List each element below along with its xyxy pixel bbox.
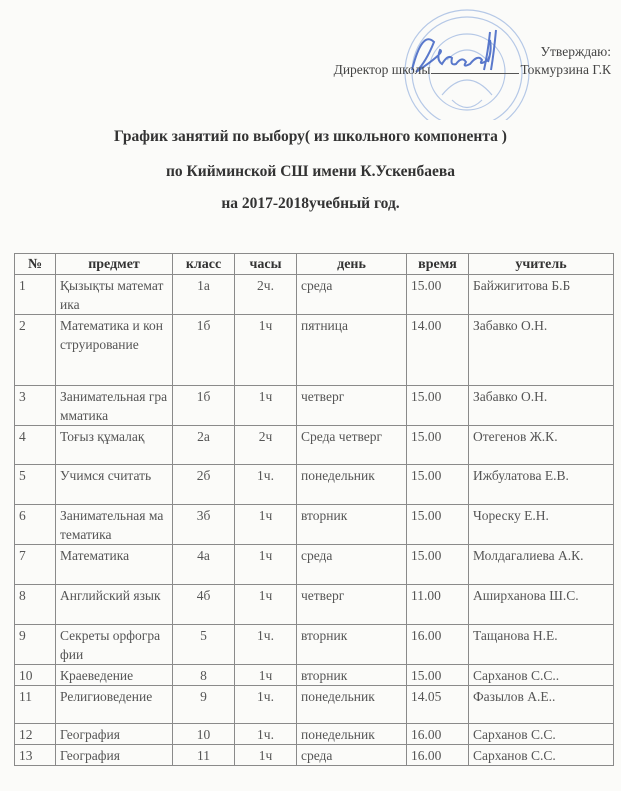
- title-line-2: по Кийминской СШ имени К.Ускенбаева: [166, 163, 455, 180]
- table-row: [15, 665, 614, 686]
- time-cell: 16.00: [407, 745, 469, 766]
- hours-cell: 2ч: [235, 426, 297, 465]
- row-number: 10: [15, 665, 56, 686]
- day-cell: среда: [297, 275, 407, 315]
- class-cell: 11: [173, 745, 235, 766]
- header-teacher: учитель: [469, 254, 614, 275]
- table-row: [15, 585, 614, 625]
- row-number: 2: [15, 315, 56, 386]
- teacher-cell: Забавко О.Н.: [469, 315, 614, 386]
- header-time: время: [407, 254, 469, 275]
- subject-cell: Қызықты математика: [56, 275, 173, 315]
- time-cell: 14.05: [407, 686, 469, 724]
- subject-cell: Английский язык: [56, 585, 173, 625]
- hours-cell: 1ч: [235, 545, 297, 585]
- day-cell: пятница: [297, 315, 407, 386]
- row-number: 11: [15, 686, 56, 724]
- hours-cell: 1ч.: [235, 625, 297, 665]
- hours-cell: 1ч.: [235, 686, 297, 724]
- day-cell: Среда четверг: [297, 426, 407, 465]
- hours-cell: 1ч: [235, 315, 297, 386]
- time-cell: 15.00: [407, 275, 469, 315]
- subject-cell: Занимательная грамматика: [56, 386, 173, 426]
- row-number: 5: [15, 465, 56, 505]
- teacher-cell: Ижбулатова Е.В.: [469, 465, 614, 505]
- time-cell: 14.00: [407, 315, 469, 386]
- subject-cell: География: [56, 745, 173, 766]
- class-cell: 8: [173, 665, 235, 686]
- hours-cell: 1ч: [235, 585, 297, 625]
- row-number: 4: [15, 426, 56, 465]
- table-row: [15, 426, 614, 465]
- day-cell: вторник: [297, 625, 407, 665]
- teacher-cell: Чореску Е.Н.: [469, 505, 614, 545]
- subject-cell: Математика: [56, 545, 173, 585]
- row-number: 1: [15, 275, 56, 315]
- time-cell: 11.00: [407, 585, 469, 625]
- header-day: день: [297, 254, 407, 275]
- approve-label: Утверждаю:: [540, 44, 611, 59]
- director-line: [334, 61, 611, 79]
- class-cell: 2б: [173, 465, 235, 505]
- day-cell: понедельник: [297, 724, 407, 745]
- day-cell: среда: [297, 545, 407, 585]
- time-cell: 15.00: [407, 386, 469, 426]
- header-number: №: [15, 254, 56, 275]
- subject-cell: Математика и конструирование: [56, 315, 173, 386]
- row-number: 3: [15, 386, 56, 426]
- time-cell: 15.00: [407, 665, 469, 686]
- subject-cell: Учимся считать: [56, 465, 173, 505]
- subject-cell: Секреты орфографии: [56, 625, 173, 665]
- teacher-cell: Сарханов С.С.: [469, 724, 614, 745]
- class-cell: 1а: [173, 275, 235, 315]
- table-row: [15, 505, 614, 545]
- table-row: [15, 386, 614, 426]
- title-line-1: График занятий по выбору( из школьного компонента ): [114, 128, 507, 145]
- time-cell: 15.00: [407, 465, 469, 505]
- row-number: 12: [15, 724, 56, 745]
- day-cell: четверг: [297, 386, 407, 426]
- subject-cell: География: [56, 724, 173, 745]
- hours-cell: 1ч: [235, 665, 297, 686]
- hours-cell: 1ч.: [235, 724, 297, 745]
- class-cell: 2а: [173, 426, 235, 465]
- hours-cell: 1ч: [235, 745, 297, 766]
- row-number: 7: [15, 545, 56, 585]
- subject-cell: Краеведение: [56, 665, 173, 686]
- class-cell: 3б: [173, 505, 235, 545]
- subject-cell: Религиоведение: [56, 686, 173, 724]
- teacher-cell: Молдагалиева А.К.: [469, 545, 614, 585]
- day-cell: четверг: [297, 585, 407, 625]
- table-header-row: [15, 254, 614, 275]
- day-cell: вторник: [297, 665, 407, 686]
- teacher-cell: Фазылов А.Е..: [469, 686, 614, 724]
- teacher-cell: Забавко О.Н.: [469, 386, 614, 426]
- header-hours: часы: [235, 254, 297, 275]
- table-row: [15, 745, 614, 766]
- header-class: класс: [173, 254, 235, 275]
- time-cell: 15.00: [407, 545, 469, 585]
- teacher-cell: Тащанова Н.Е.: [469, 625, 614, 665]
- table-row: [15, 625, 614, 665]
- hours-cell: 1ч.: [235, 465, 297, 505]
- time-cell: 15.00: [407, 505, 469, 545]
- teacher-cell: Сарханов С.С.: [469, 745, 614, 766]
- time-cell: 16.00: [407, 625, 469, 665]
- time-cell: 15.00: [407, 426, 469, 465]
- day-cell: понедельник: [297, 465, 407, 505]
- class-cell: 4б: [173, 585, 235, 625]
- table-row: [15, 465, 614, 505]
- teacher-cell: Байжигитова Б.Б: [469, 275, 614, 315]
- table-row: [15, 545, 614, 585]
- director-label: Директор школы: [333, 62, 431, 77]
- class-cell: 9: [173, 686, 235, 724]
- table-row: [15, 315, 614, 386]
- header-subject: предмет: [56, 254, 173, 275]
- table-row: [15, 686, 614, 724]
- day-cell: вторник: [297, 505, 407, 545]
- approval-block: [334, 43, 611, 79]
- row-number: 13: [15, 745, 56, 766]
- row-number: 9: [15, 625, 56, 665]
- hours-cell: 2ч.: [235, 275, 297, 315]
- row-number: 6: [15, 505, 56, 545]
- time-cell: 16.00: [407, 724, 469, 745]
- table-row: [15, 724, 614, 745]
- teacher-cell: Отегенов Ж.К.: [469, 426, 614, 465]
- hours-cell: 1ч: [235, 386, 297, 426]
- teacher-cell: Сарханов С.С..: [469, 665, 614, 686]
- class-cell: 4а: [173, 545, 235, 585]
- title-line-3: на 2017-2018учебный год.: [221, 195, 400, 212]
- day-cell: среда: [297, 745, 407, 766]
- row-number: 8: [15, 585, 56, 625]
- teacher-cell: Аширханова Ш.С.: [469, 585, 614, 625]
- subject-cell: Занимательная математика: [56, 505, 173, 545]
- schedule-table: [14, 253, 614, 766]
- director-name: Токмурзина Г.К: [520, 62, 611, 77]
- subject-cell: Тоғыз құмалақ: [56, 426, 173, 465]
- class-cell: 1б: [173, 386, 235, 426]
- signature-line: [431, 61, 519, 74]
- day-cell: понедельник: [297, 686, 407, 724]
- class-cell: 1б: [173, 315, 235, 386]
- table-row: [15, 275, 614, 315]
- class-cell: 5: [173, 625, 235, 665]
- class-cell: 10: [173, 724, 235, 745]
- hours-cell: 1ч: [235, 505, 297, 545]
